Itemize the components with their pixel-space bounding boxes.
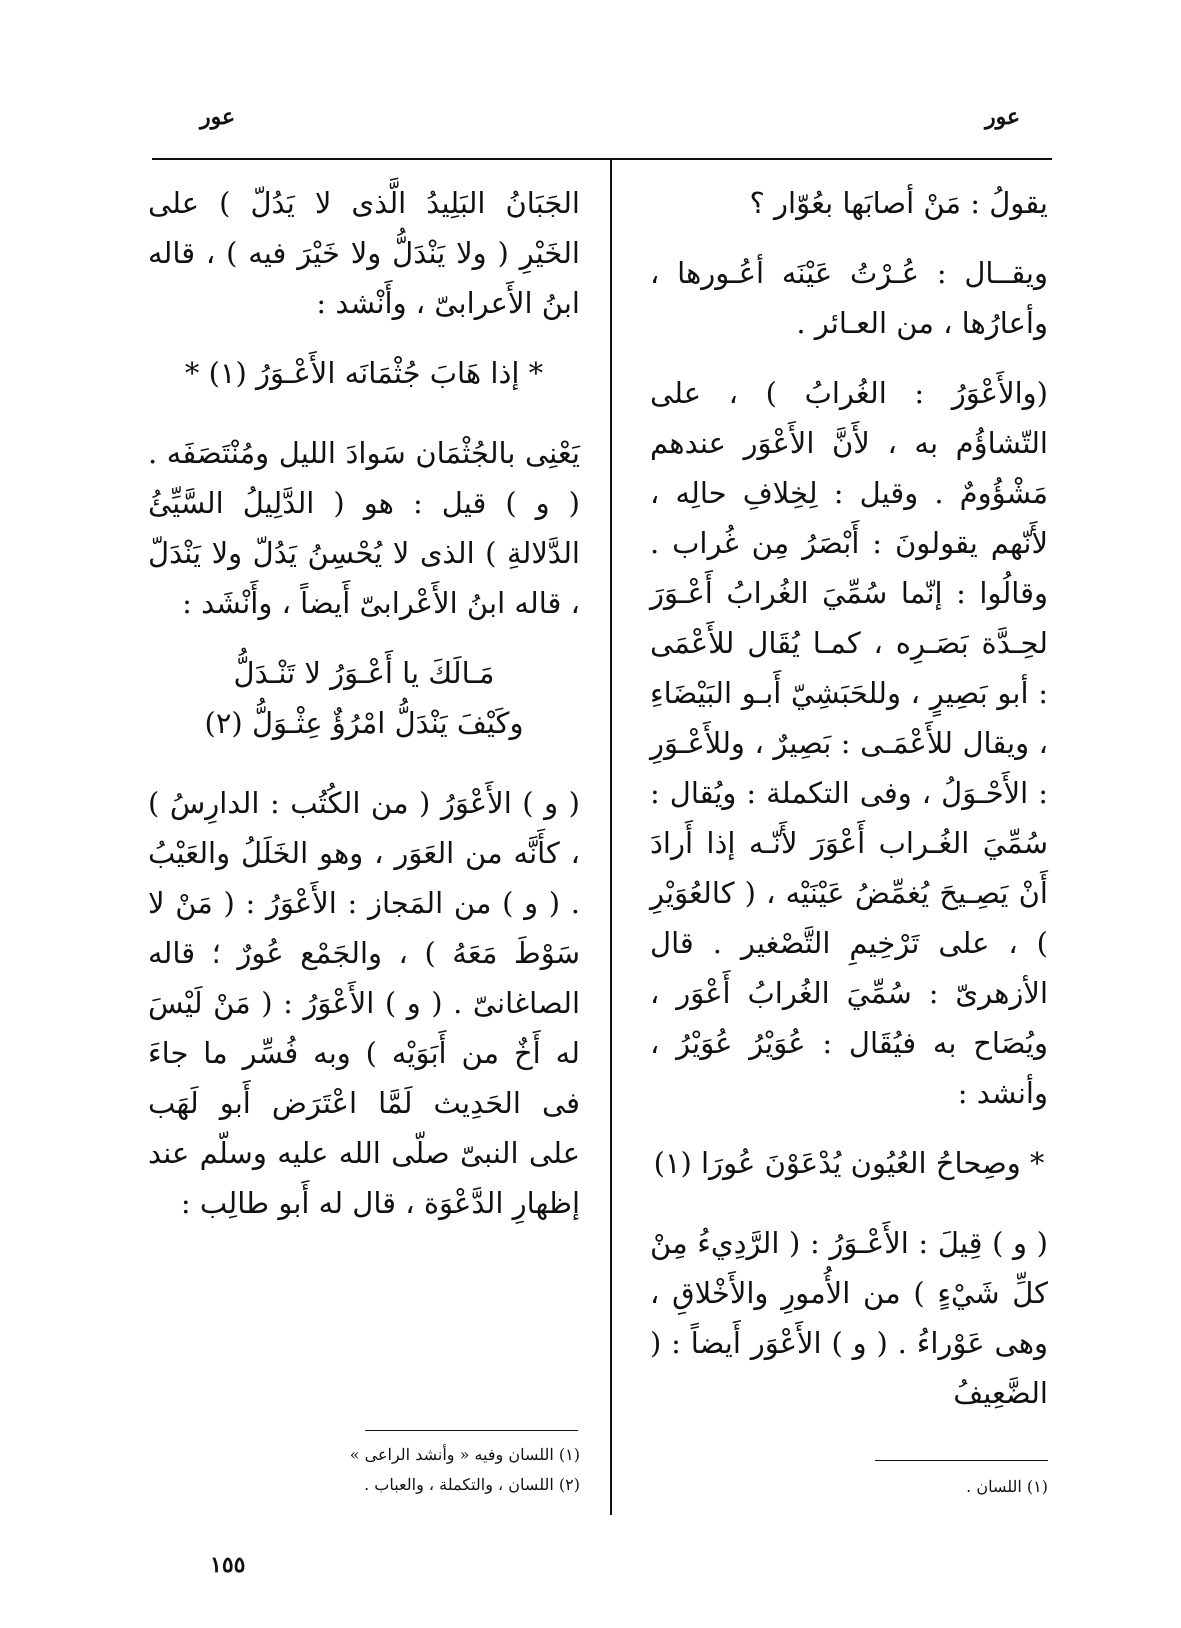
footnotes-right — [870, 1472, 1048, 1502]
footnote: (٢) اللسان ، والتكملة ، والعباب . — [364, 1475, 580, 1494]
footnotes-left — [280, 1440, 580, 1500]
footnote-rule-left — [365, 1430, 578, 1431]
paragraph: الجَبَانُ البَلِيدُ الَّذى لا يَدُلّ ) على الخَيْرِ ( ولا يَنْدَلُّ ولا خَيْرَ فيه ) ، قاله ابنُ الأَعرابىّ ، وأَنْشد : — [148, 186, 580, 320]
paragraph: (والأَعْوَرُ : الغُرابُ ) ، على التّشاؤُم به ، لأَنَّ الأَعْوَر عندهم مَشْؤُومٌ . وقيل : لِخِلافِ حالِه ، لأَنّهم يقولونَ : أَبْصَرُ مِن غُراب . وقالُوا : إنّما سُمِّيَ الغُرابُ أَعْـوَرَ لحِـدَّة بَصَـرِه ، كمـا يُقَال للأَعْمَى : أبو بَصِيرٍ ، وللحَبَشِيّ أَبـو البَيْضَاءِ ، ويقال للأَعْمَـى : بَصِيرٌ ، وللأَعْـوَرِ : الأَحْـوَلُ ، وفى التكملة : ويُقال : سُمِّيَ الغُـراب أَعْوَرَ لأَنّـه إذا أَرادَ أَنْ يَصِـيحَ يُغمِّضُ عَيْنَيْه ، ( كالعُوَيْرِ ) ، على تَرْخِيمِ التَّصْغير . قال الأزهرىّ : سُمِّيَ الغُرابُ أَعْوَر ، ويُصَاح به فيُقَال : عُوَيْرُ عُوَيْرُ ، وأنشد : — [650, 376, 1048, 1110]
right-column — [650, 178, 1048, 1438]
footnote: (١) اللسان . — [966, 1477, 1048, 1496]
footnote-rule-right — [875, 1460, 1048, 1461]
verse-line: * وصِحاحُ العُيُون يُدْعَوْنَ عُورَا (١) — [653, 1146, 1045, 1180]
verse-couplet — [148, 648, 580, 748]
footnote: (١) اللسان وفيه « وأنشد الراعى » — [349, 1445, 580, 1464]
paragraph: ويقــال : عُـرْتُ عَيْنَه أعُـورها ، وأعارُها ، من العـائر . — [650, 256, 1048, 340]
left-column — [148, 178, 580, 1248]
verse-hemistich: مَـالَكَ يا أَعْـوَرُ لا تَنْـدَلُّ — [233, 656, 495, 690]
paragraph: يَعْنِى بالجُثْمَان سَوادَ الليل ومُنْتَصَفَه . ( و ) قيل : هو ( الدَّلِيلُ السَّيِّئُ الدَّلالةِ ) الذى لا يُحْسِنُ يَدُلّ ولا يَنْدَلّ ، قاله ابنُ الأَعْرابىّ أَيضاً ، وأَنْشَد : — [148, 436, 580, 620]
verse-hemistich: وكَيْفَ يَنْدَلُّ امْرُؤٌ عِثْـوَلُّ (٢) — [204, 706, 524, 740]
verse-line: * إذا هَابَ جُثْمَانَه الأَعْـوَرُ (١) * — [184, 356, 544, 390]
header-rule — [152, 158, 1052, 160]
paragraph: يقولُ : مَنْ أصابَها بعُوّار ؟ — [749, 186, 1048, 220]
paragraph: ( و ) قِيلَ : الأَعْـوَرُ : ( الرَّدِيءُ مِنْ كلِّ شَيْءٍ ) من الأُمورِ والأَخْلاقِ ، وهى عَوْراءُ . ( و ) الأَعْوَر أَيضاً : ( الضَّعِيفُ — [650, 1226, 1048, 1410]
column-divider — [610, 160, 612, 1515]
paragraph: ( و ) الأَعْوَرُ ( من الكُتُب : الدارِسُ ) ، كأَنَّه من العَوَر ، وهو الخَلَلُ والعَيْبُ . ( و ) من المَجاز : الأَعْوَرُ : ( مَنْ لا سَوْطَ مَعَهُ ) ، والجَمْع عُورٌ ؛ قاله الصاغانىّ . ( و ) الأَعْوَرُ : ( مَنْ لَيْسَ له أَخٌ من أَبَوَيْه ) وبه فُسِّر ما جاءَ فى الحَدِيث لَمَّا اعْتَرَض أَبو لَهَب على النبىّ صلّى الله عليه وسلّم عند إظهارِ الدَّعْوَة ، قال له أَبو طالِب : — [148, 786, 580, 1220]
page-number: ١٥٥ — [210, 1552, 246, 1578]
running-header-right: عور — [985, 104, 1021, 130]
running-header-left: عور — [200, 104, 236, 130]
